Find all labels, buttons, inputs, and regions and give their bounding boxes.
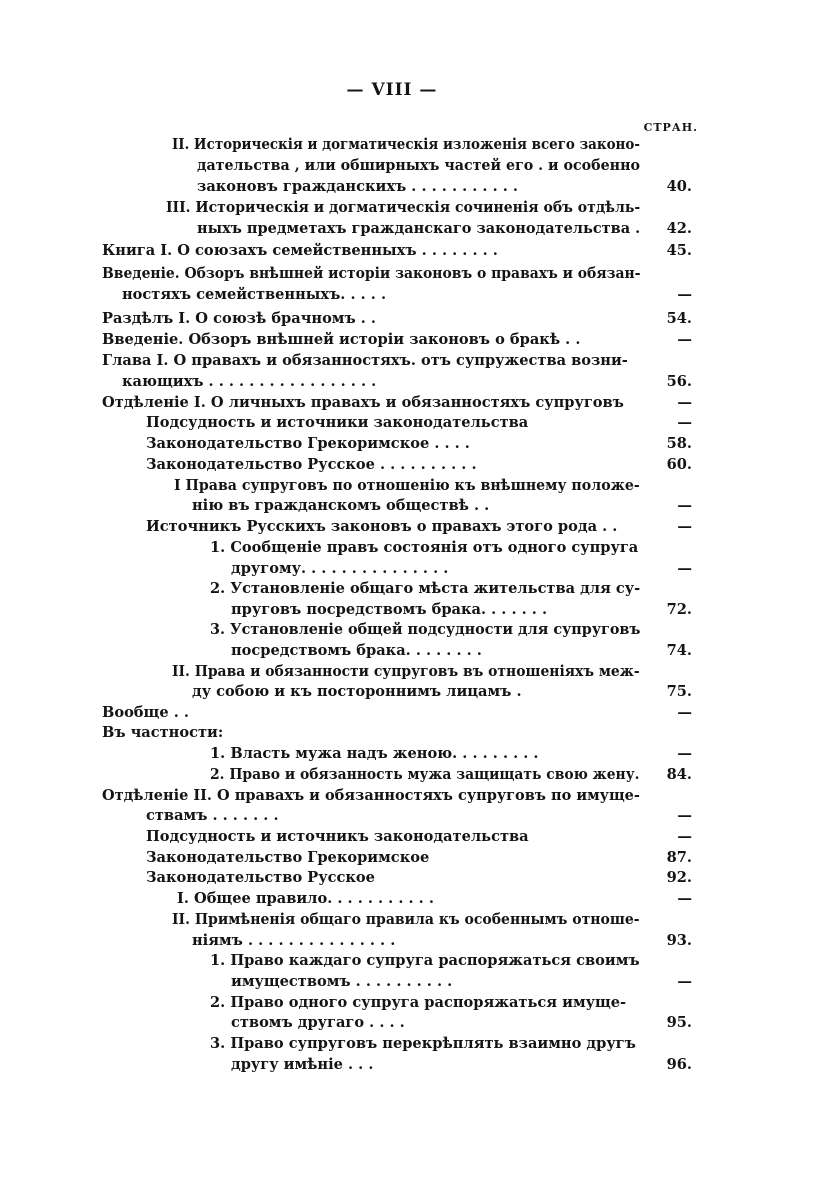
toc-page: 75. [666,683,692,700]
toc-entry: Отдѣленіе I. О личныхъ правахъ и обязанностяхъ супруговъ [102,394,624,411]
toc-entry: ствомъ другаго . . . . [231,1014,405,1031]
toc-page: 45. [666,242,692,259]
toc-entry: I. Общее правило. . . . . . . . . . . [177,890,434,907]
toc-page: — [677,807,692,824]
toc-entry: II. Историческія и догматическія изложенія всего законо- [172,136,640,153]
toc-entry: Вообще . . [102,704,189,721]
toc-entry: Введеніе. Обзоръ внѣшней исторіи законовъ о бракѣ . . [102,331,581,348]
toc-entry: Введеніе. Обзоръ внѣшней исторіи законовъ о правахъ и обязан- [102,265,641,282]
toc-entry: Законодательство Грекоримское . . . . [146,435,470,452]
toc-entry: кающихъ . . . . . . . . . . . . . . . . . [122,373,377,390]
toc-entry: ствамъ . . . . . . . [146,807,279,824]
toc-page: 60. [666,456,692,473]
toc-page: — [677,890,692,907]
toc-entry: ностяхъ семейственныхъ. . . . . [122,286,387,303]
toc-entry: ныхъ предметахъ гражданскаго законодательства . [197,220,641,237]
toc-entry: II. Права и обязанности супруговъ въ отношеніяхъ меж- [172,663,640,680]
toc-page: 93. [666,932,692,949]
toc-page: — [677,704,692,721]
toc-entry: Законодательство Грекоримское [146,849,430,866]
toc-page: 54. [666,310,692,327]
toc-page: — [677,745,692,762]
toc-page: — [677,973,692,990]
toc-entry: другу имѣніе . . . [231,1056,374,1073]
toc-entry: Подсудность и источникъ законодательства [146,828,529,845]
toc-entry: Въ частности: [102,724,224,741]
toc-page: — [677,560,692,577]
toc-page: 95. [666,1014,692,1031]
toc-entry: 3. Установленіе общей подсудности для супруговъ [210,621,641,638]
toc-page: 42. [666,220,692,237]
toc-entry: Отдѣленіе II. О правахъ и обязанностяхъ супруговъ по имуще- [102,787,640,804]
toc-page: — [677,828,692,845]
toc-page: 92. [666,869,692,886]
toc-entry: Подсудность и источники законодательства [146,414,529,431]
toc-entry: Книга I. О союзахъ семейственныхъ . . . . . . . . [102,242,498,259]
toc-entry: 2. Право и обязанность мужа защищать свою жену. [210,766,640,783]
page-number: — VIII — [346,80,438,100]
toc-entry: 1. Сообщеніе правъ состоянія отъ одного супруга [210,539,639,556]
toc-entry: другому. . . . . . . . . . . . . . . [231,560,449,577]
toc-page: — [677,394,692,411]
toc-page: 74. [666,642,692,659]
toc-entry: дательства , или обширныхъ частей его . и особенно [197,157,640,174]
toc-entry: II. Примѣненія общаго правила къ особеннымъ отноше- [172,911,640,928]
toc-page: 58. [666,435,692,452]
toc-entry: 2. Право одного супруга распоряжаться имуще- [210,994,627,1011]
toc-entry: 3. Право супруговъ перекрѣплять взаимно другъ [210,1035,636,1052]
toc-entry: законовъ гражданскихъ . . . . . . . . . . . [197,178,518,195]
toc-entry: Источникъ Русскихъ законовъ о правахъ этого рода . . [146,518,618,535]
toc-page: 87. [666,849,692,866]
toc-entry: 1. Право каждаго супруга распоряжаться своимъ [210,952,640,969]
toc-entry: Законодательство Русское [146,869,375,886]
toc-page: 96. [666,1056,692,1073]
toc-page: 72. [666,601,692,618]
toc-page: 84. [666,766,692,783]
toc-page: — [677,497,692,514]
page-column-label: СТРАН. [643,121,698,134]
toc-entry: имуществомъ . . . . . . . . . . [231,973,453,990]
toc-entry: Законодательство Русское . . . . . . . . . . [146,456,477,473]
toc-entry: Раздѣлъ I. О союзѣ брачномъ . . [102,310,377,327]
toc-entry: Глава I. О правахъ и обязанностяхъ. отъ супружества возни- [102,352,628,369]
toc-page: 40. [666,178,692,195]
toc-entry: 1. Власть мужа надъ женою. . . . . . . . . [210,745,539,762]
toc-entry: III. Историческія и догматическія сочиненія объ отдѣль- [166,199,641,216]
toc-page: — [677,286,692,303]
toc-page: — [677,414,692,431]
toc-page: — [677,331,692,348]
toc-entry: 2. Установленіе общаго мѣста жительства для су- [210,580,641,597]
toc-entry: I Права супруговъ по отношенію къ внѣшнему положе- [174,477,640,494]
toc-entry: нію въ гражданскомъ обществѣ . . [192,497,490,514]
toc-page: 56. [666,373,692,390]
toc-entry: ніямъ . . . . . . . . . . . . . . . [192,932,396,949]
toc-entry: ду собою и къ постороннимъ лицамъ . [192,683,522,700]
toc-page: — [677,518,692,535]
toc-entry: пруговъ посредствомъ брака. . . . . . . [231,601,548,618]
toc-entry: посредствомъ брака. . . . . . . . [231,642,482,659]
